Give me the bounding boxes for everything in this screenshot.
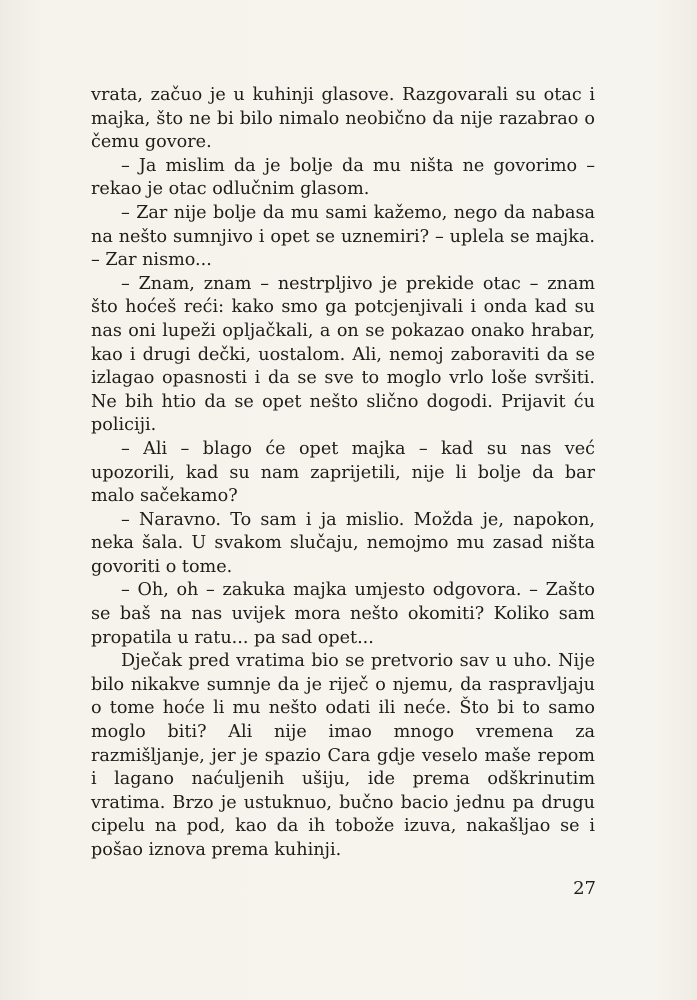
paragraph-7: – Oh, oh – zakuka majka umjesto odgovora. – Zašto se baš na nas uvijek mora nešto okomiti? Koliko sam propatila u ratu... pa sad opet... bbox=[91, 580, 595, 648]
paragraph-1: vrata, začuo je u kuhinji glasove. Razgovarali su otac i majka, što ne bi bilo nimalo neobično da nije razabrao o čemu govore. bbox=[91, 85, 595, 153]
paragraph-4: – Znam, znam – nestrpljivo je prekide otac – znam što hoćeš reći: kako smo ga potcjenjivali i onda kad su nas oni lupeži opljačkali, a on se pokazao onako hrabar, kao i drugi dečki, uostalom. Ali, nemoj zaboraviti da se izlagao opasnosti i da se sve to moglo vrlo loše svršiti. Ne bih htio da se opet nešto slično dogodi. Prijavit ću policiji. bbox=[91, 273, 595, 436]
paragraph-6: – Naravno. To sam i ja mislio. Možda je, napokon, neka šala. U svakom slučaju, nemojmo mu zasad ništa govoriti o tome. bbox=[91, 509, 595, 577]
body-text bbox=[91, 84, 595, 863]
paragraph-8: Dječak pred vratima bio se pretvorio sav u uho. Nije bilo nikakve sumnje da je riječ o njemu, da raspravljaju o tome hoće li mu nešto odati ili neće. Što bi to samo moglo biti? Ali nije imao mnogo vremena za razmišljanje, jer je spazio Cara gdje veselo maše repom i lagano naćuljenih ušiju, ide prema odškrinutim vratima. Brzo je ustuknuo, bučno bacio jednu pa drugu cipelu na pod, kao da ih tobože izuva, nakašljao se i pošao iznova prema kuhinji. bbox=[91, 651, 595, 860]
paragraph-5: – Ali – blago će opet majka – kad su nas već upozorili, kad su nam zaprijetili, nije li bolje da bar malo sačekamo? bbox=[91, 438, 595, 507]
paragraph-3: – Zar nije bolje da mu sami kažemo, nego da nabasa na nešto sumnjivo i opet se uznemiri? – uplela se majka. – Zar nismo... bbox=[91, 202, 595, 271]
paragraph-2: – Ja mislim da je bolje da mu ništa ne govorimo – rekao je otac odlučnim glasom. bbox=[91, 155, 595, 200]
page-number: 27 bbox=[573, 878, 596, 899]
